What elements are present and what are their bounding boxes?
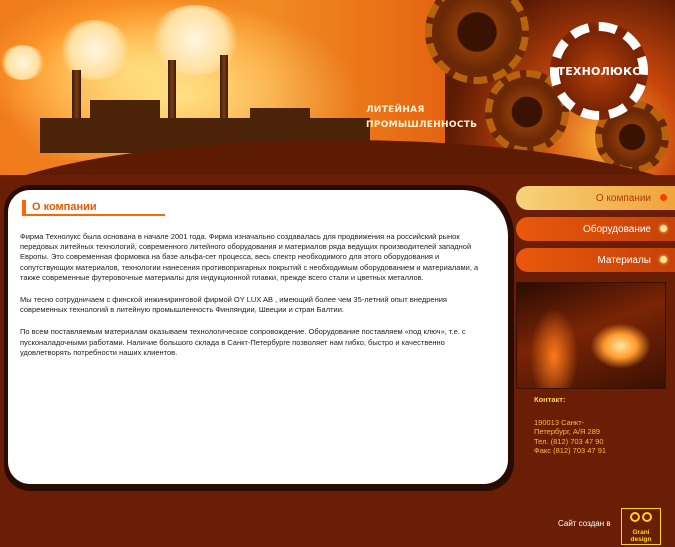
contacts-label: Контакт: — [534, 395, 566, 404]
contact-phone: Тел. (812) 703 47 90 — [534, 436, 604, 446]
page-body — [20, 232, 480, 370]
nav-item-label: Материалы — [597, 254, 651, 266]
nav-item-about[interactable] — [516, 186, 675, 210]
contact-fax: Факс (812) 703 47 91 — [534, 446, 607, 456]
site-logo[interactable] — [550, 22, 648, 120]
paragraph: Мы тесно сотрудничаем с финской инжиниринговой фирмой OY LUX AB , имеющий более чем 35-летний опыт внедрения современных технологий в литейную промышленность Финляндии, Швеции и стран Балтии. — [20, 295, 447, 315]
bullet-icon — [660, 225, 667, 232]
site-header — [0, 0, 675, 175]
tagline-line: ЛИТЕЙНАЯ — [366, 105, 425, 115]
smoke-cloud — [60, 20, 130, 80]
logo-line: Grani — [632, 529, 650, 536]
grani-design-logo[interactable] — [621, 508, 661, 545]
title-underline — [22, 214, 165, 216]
nav-item-label: Оборудование — [582, 223, 651, 235]
foundry-photo — [516, 282, 666, 389]
contact-address: 190013 Санкт- — [534, 417, 585, 427]
nav-item-equipment[interactable] — [516, 217, 675, 241]
rings-icon — [630, 512, 654, 524]
main-nav — [516, 186, 675, 279]
footer-credit: Сайт создан в — [558, 519, 611, 528]
logo-text: ТЕХНОЛЮКС — [557, 64, 641, 78]
page-title: О компании — [32, 201, 97, 213]
contacts-block — [534, 395, 664, 456]
smoke-cloud — [0, 45, 45, 80]
nav-item-label: О компании — [595, 192, 651, 204]
factory-silhouette — [250, 108, 310, 128]
paragraph: Фирма Технолукс была основана в начале 2001 года. Фирма изначально создавалась для продвижения на российский рынок передовых литейных технологий, современного литейного оборудования и материалов ряда ведущих производителей западной Европы. Это современная формовка на базе альфа-сет процесса, весь спектр необходимого для этого оборудования и сопутствующих материалов, технологии нанесения противопригарных покрытий с необходимым оборудованием и материалами, а также современные футеровочные материалы для индукционной плавки, прежде всего стали и цветных металлов. — [20, 232, 479, 282]
tagline-line: ПРОМЫШЛЕННОСТЬ — [366, 120, 478, 130]
logo-line: design — [630, 536, 652, 543]
nav-item-materials[interactable] — [516, 248, 675, 272]
page-title-block — [22, 199, 97, 215]
contact-address: Петербург, А/Я 289 — [534, 427, 601, 437]
factory-silhouette — [90, 100, 160, 130]
paragraph: По всем поставляемым материалам оказываем технологическое сопровождение. Оборудование поставляем «под ключ», т.е. с пусконаладочными работами. Наличие большого склада в Санкт-Петербурге позволяет нам гибко, быстро и качественно удовлетворять потребности наших клиентов. — [20, 327, 466, 357]
title-marker — [22, 200, 26, 214]
bullet-icon — [660, 256, 667, 263]
header-tagline — [366, 103, 477, 133]
bullet-icon — [660, 194, 667, 201]
